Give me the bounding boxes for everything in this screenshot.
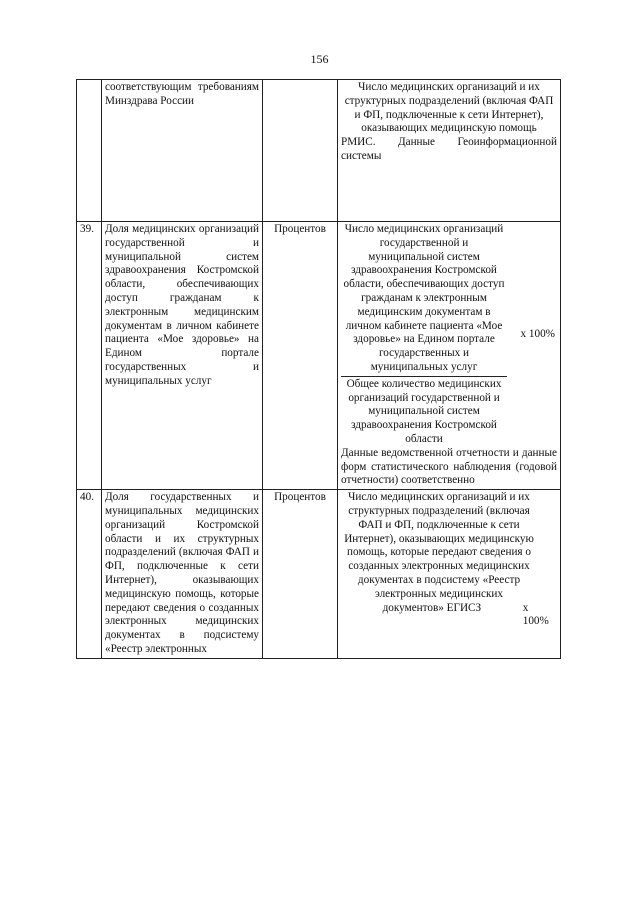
formula-last-line — [341, 602, 557, 630]
unit — [263, 80, 338, 222]
method-source: Данные ведомственной отчетности и данные форм статистического наблюдения (годовой отчетности) соответственно — [341, 446, 557, 487]
row-number — [77, 80, 102, 222]
table-row — [77, 80, 561, 222]
page-number: 156 — [310, 52, 329, 66]
indicator-name: соответствующим требованиям Минздрава России — [102, 80, 263, 222]
formula-denominator: Общее количество медицинских организаций государственной и муниципальной систем здравоохранения Костромской области — [346, 377, 502, 445]
unit: Процентов — [263, 222, 338, 490]
indicators-table — [76, 79, 561, 659]
method-source: РМИС. Данные Геоинформационной системы — [341, 136, 557, 162]
indicator-name: Доля государственных и муниципальных медицинских организаций Костромской области и их структурных подразделений (включая ФАП и ФП, подключенные к сети Интернет), оказывающих медицинскую помощь, которые передают сведения о созданных электронных медицинских документах в подсистему «Реестр электронных — [102, 490, 263, 659]
table-row — [77, 222, 561, 490]
formula — [341, 223, 557, 447]
calculation-method — [338, 80, 561, 222]
table-row — [77, 490, 561, 659]
formula-numerator: Число медицинских организаций государственной и муниципальной систем здравоохранения Костромской области, обеспечивающих доступ гражданам к электронным медицинским документам в личном кабинете пациента «Мое здоровье» на Едином портале государственных и муниципальных услуг — [341, 223, 507, 377]
method-text: Число медицинских организаций и их структурных подразделений (включая ФАП и ФП, подключенные к сети Интернет), оказывающих медицинскую помощь, которые передают сведения о созданных электронных медицинских документах в подсистему «Реестр электронных медицинских — [344, 491, 534, 600]
method-last: документов» ЕГИСЗ — [382, 601, 482, 614]
formula-multiplier: х 100% — [522, 601, 549, 628]
method-text: Число медицинских организаций и их структурных подразделений (включая ФАП и ФП, подключенные к сети Интернет), оказывающих медицинскую помощь — [344, 81, 554, 135]
row-number: 39. — [77, 222, 102, 490]
calculation-method — [338, 222, 561, 490]
unit: Процентов — [263, 490, 338, 659]
formula-multiplier: х 100% — [520, 327, 555, 340]
indicator-name: Доля медицинских организаций государственной и муниципальной систем здравоохранения Костромской области, обеспечивающих доступ гражданам к электронным медицинским документам в личном кабинете пациента «Мое здоровье» на Едином портале государственных и муниципальных услуг — [102, 222, 263, 490]
calculation-method — [338, 490, 561, 659]
row-number: 40. — [77, 490, 102, 659]
